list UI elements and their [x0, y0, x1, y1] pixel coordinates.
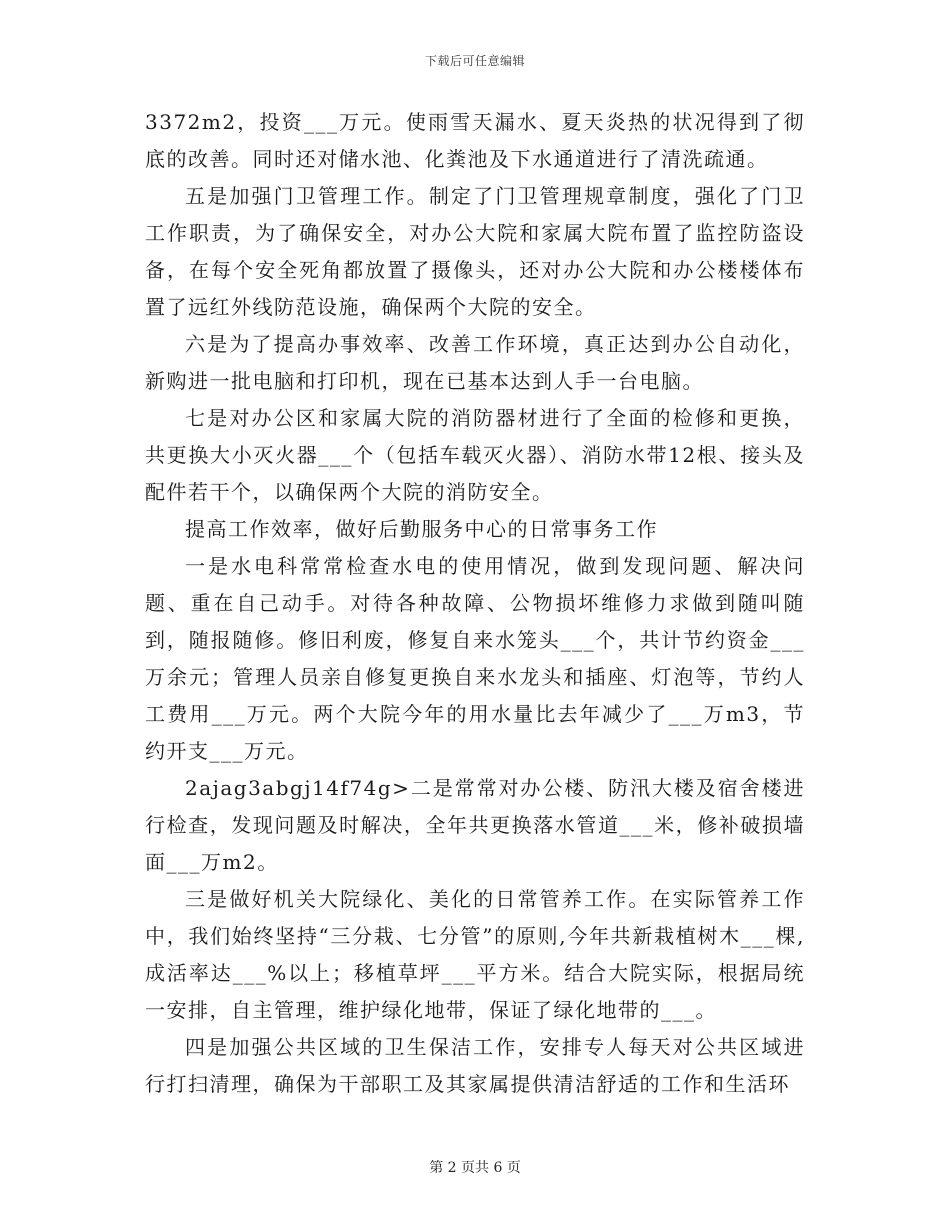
- page-footer: 第 2 页共 6 页: [429, 1160, 521, 1176]
- paragraph-4: 七是对办公区和家属大院的消防器材进行了全面的检修和更换，共更换大小灭火器___个（包括车载灭火器）、消防水带12根、接头及配件若干个，以确保两个大院的消防安全。: [145, 406, 805, 504]
- body-text: [145, 104, 805, 1103]
- paragraph-9: 四是加强公共区域的卫生保洁工作，安排专人每天对公共区域进行打扫清理，确保为干部职工及其家属提供清洁舒适的工作和生活环: [145, 1035, 805, 1096]
- page-header: 下载后可任意编辑: [424, 54, 525, 68]
- paragraph-6: 一是水电科常常检查水电的使用情况，做到发现问题、解决问题、重在自己动手。对待各种故障、公物损坏维修力求做到随叫随到，随报随修。修旧利废，修复自来水笼头___个，共计节约资金___万余元；管理人员亲自修复更换自来水龙头和插座、灯泡等，节约人工费用___万元。两个大院今年的用水量比去年减少了___万m3，节约开支___万元。: [145, 554, 805, 763]
- paragraph-7: 2ajag3abgj14f74g>二是常常对办公楼、防汛大楼及宿舍楼进行检查，发现问题及时解决，全年共更换落水管道___米，修补破损墙面___万m2。: [145, 776, 805, 874]
- paragraph-1: 3372m2，投资___万元。使雨雪天漏水、夏天炎热的状况得到了彻底的改善。同时还对储水池、化粪池及下水通道进行了清洗疏通。: [145, 110, 805, 171]
- section-heading: 提高工作效率，做好后勤服务中心的日常事务工作: [185, 517, 658, 541]
- paragraph-3: 六是为了提高办事效率、改善工作环境，真正达到办公自动化，新购进一批电脑和打印机，现在已基本达到人手一台电脑。: [145, 332, 805, 393]
- paragraph-2: 五是加强门卫管理工作。制定了门卫管理规章制度，强化了门卫工作职责，为了确保安全，对办公大院和家属大院布置了监控防盗设备，在每个安全死角都放置了摄像头，还对办公大院和办公楼楼体布置了远红外线防范设施，确保两个大院的安全。: [145, 184, 805, 319]
- paragraph-8: 三是做好机关大院绿化、美化的日常管养工作。在实际管养工作中，我们始终坚持“三分栽、七分管”的原则,今年共新栽植树木___棵,成活率达___%以上；移植草坪___平方米。结合大院实际，根据局统一安排，自主管理，维护绿化地带，保证了绿化地带的___。: [145, 887, 805, 1022]
